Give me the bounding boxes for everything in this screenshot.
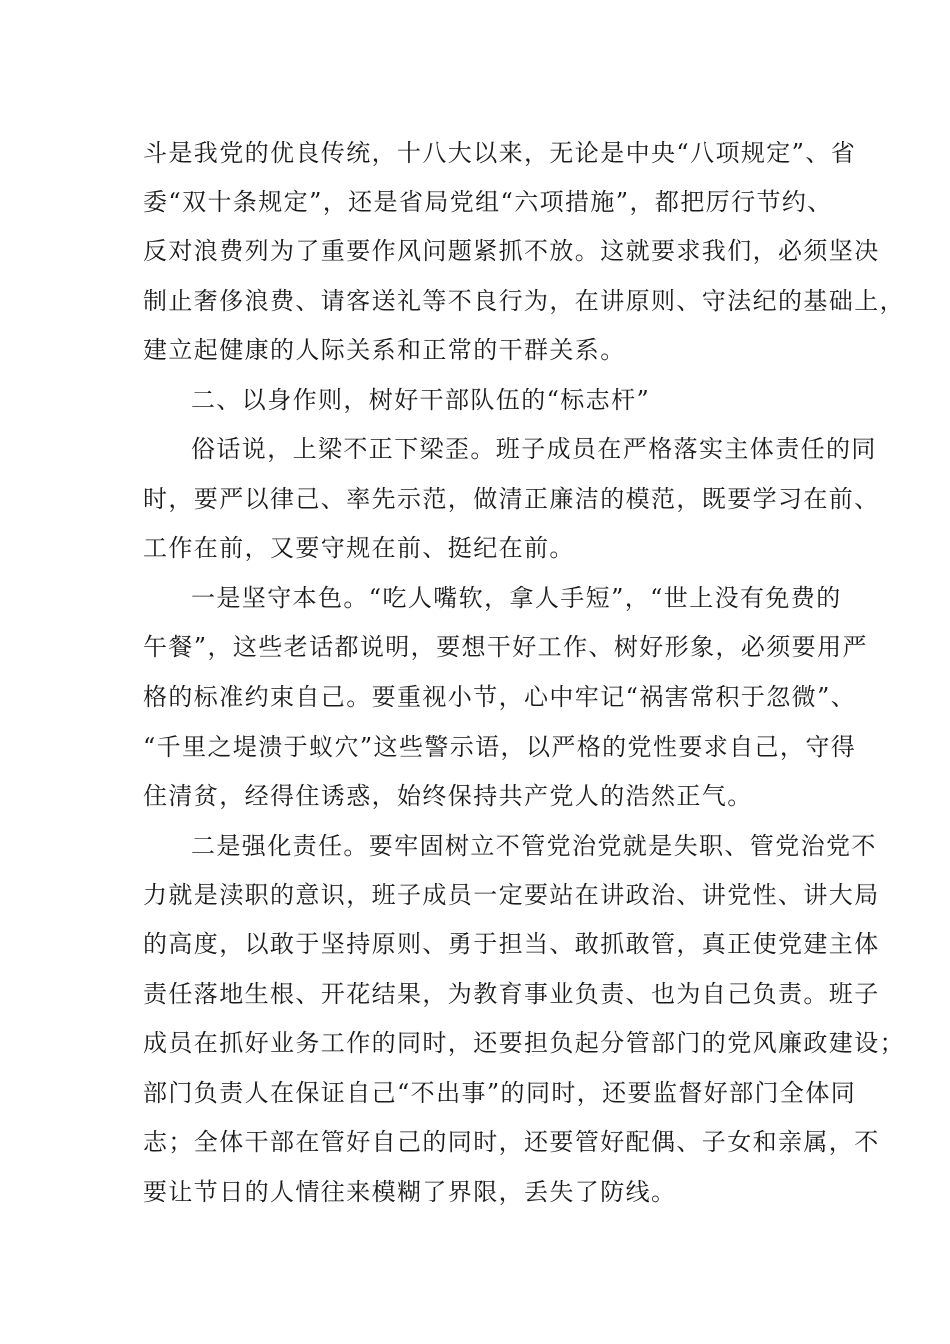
text-line: 要让节日的人情往来模糊了界限，丢失了防线。 bbox=[143, 1178, 677, 1206]
text-line: 部门负责人在保证自己“不出事”的同时，还要监督好部门全体同 bbox=[143, 1079, 857, 1107]
text-line: 斗是我党的优良传统，十八大以来，无论是中央“八项规定”、省 bbox=[143, 139, 857, 167]
text-line: 午餐”，这些老话都说明，要想干好工作、树好形象，必须要用严 bbox=[143, 633, 868, 661]
text-line: 志；全体干部在管好自己的同时，还要管好配偶、子女和亲属，不 bbox=[143, 1128, 880, 1156]
text-line: 建立起健康的人际关系和正常的干群关系。 bbox=[143, 336, 626, 364]
text-line: 责任落地生根、开花结果，为教育事业负责、也为自己负责。班子 bbox=[143, 980, 880, 1008]
text-line: 时，要严以律己、率先示范，做清正廉洁的模范，既要学习在前、 bbox=[143, 485, 880, 513]
section-heading: 二、以身作则，树好干部队伍的“标志杆” bbox=[191, 386, 651, 414]
text-line: 俗话说，上梁不正下梁歪。班子成员在严格落实主体责任的同 bbox=[191, 435, 877, 463]
text-line: 反对浪费列为了重要作风问题紧抓不放。这就要求我们，必须坚决 bbox=[143, 237, 880, 265]
text-line: 力就是渎职的意识，班子成员一定要站在讲政治、讲党性、讲大局 bbox=[143, 881, 880, 909]
text-line: 住清贫，经得住诱惑，始终保持共产党人的浩然正气。 bbox=[143, 782, 753, 810]
text-line: 委“双十条规定”，还是省局党组“六项措施”，都把厉行节约、 bbox=[143, 188, 833, 216]
text-line: 一是坚守本色。“吃人嘴软，拿人手短”，“世上没有免费的 bbox=[191, 584, 842, 612]
text-line: 成员在抓好业务工作的同时，还要担负起分管部门的党风廉政建设； bbox=[143, 1029, 905, 1057]
text-line: 二是强化责任。要牢固树立不管党治党就是失职、管党治党不 bbox=[191, 832, 877, 860]
text-line: 制止奢侈浪费、请客送礼等不良行为，在讲原则、守法纪的基础上， bbox=[143, 287, 905, 315]
text-line: 工作在前，又要守规在前、挺纪在前。 bbox=[143, 534, 575, 562]
text-line: 格的标准约束自己。要重视小节，心中牢记“祸害常积于忽微”、 bbox=[143, 683, 857, 711]
text-line: 的高度，以敢于坚持原则、勇于担当、敢抓敢管，真正使党建主体 bbox=[143, 930, 880, 958]
text-line: “千里之堤溃于蚁穴”这些警示语，以严格的党性要求自己，守得 bbox=[143, 733, 857, 761]
